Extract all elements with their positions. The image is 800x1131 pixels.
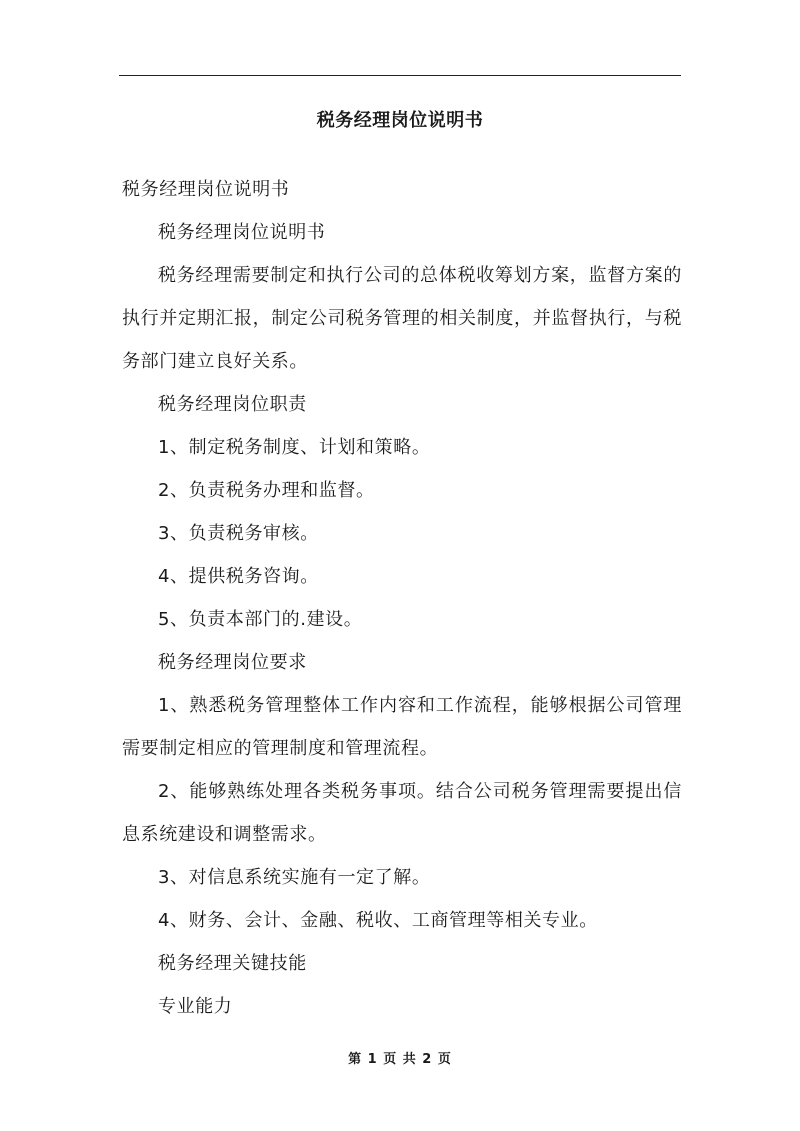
body-paragraph: 2、负责税务办理和监督。 bbox=[158, 480, 375, 501]
page-number: 第 1 页 共 2 页 bbox=[348, 1052, 452, 1067]
body-paragraph: 4、财务、会计、金融、税收、工商管理等相关专业。 bbox=[158, 910, 598, 931]
body-paragraph: 3、负责税务审核。 bbox=[158, 523, 319, 544]
document-body bbox=[122, 168, 682, 1028]
body-paragraph: 1、制定税务制度、计划和策略。 bbox=[158, 437, 431, 458]
body-paragraph: 5、负责本部门的.建设。 bbox=[158, 609, 363, 630]
body-paragraph: 税务经理需要制定和执行公司的总体税收筹划方案，监督方案的执行并定期汇报，制定公司税务管理的相关制度，并监督执行，与税务部门建立良好关系。 bbox=[122, 265, 682, 372]
header-rule bbox=[119, 75, 681, 76]
body-paragraph: 2、能够熟练处理各类税务事项。结合公司税务管理需要提出信息系统建设和调整需求。 bbox=[122, 781, 682, 845]
body-paragraph: 税务经理岗位要求 bbox=[158, 652, 307, 673]
body-paragraph: 税务经理岗位说明书 bbox=[122, 179, 290, 200]
body-paragraph: 税务经理关键技能 bbox=[158, 953, 307, 974]
body-paragraph: 税务经理岗位职责 bbox=[158, 394, 307, 415]
document-title: 税务经理岗位说明书 bbox=[316, 110, 484, 131]
body-paragraph: 1、熟悉税务管理整体工作内容和工作流程，能够根据公司管理需要制定相应的管理制度和管理流程。 bbox=[122, 695, 682, 759]
body-paragraph: 专业能力 bbox=[158, 996, 233, 1017]
body-paragraph: 税务经理岗位说明书 bbox=[158, 222, 326, 243]
body-paragraph: 3、对信息系统实施有一定了解。 bbox=[158, 867, 431, 888]
body-paragraph: 4、提供税务咨询。 bbox=[158, 566, 319, 587]
